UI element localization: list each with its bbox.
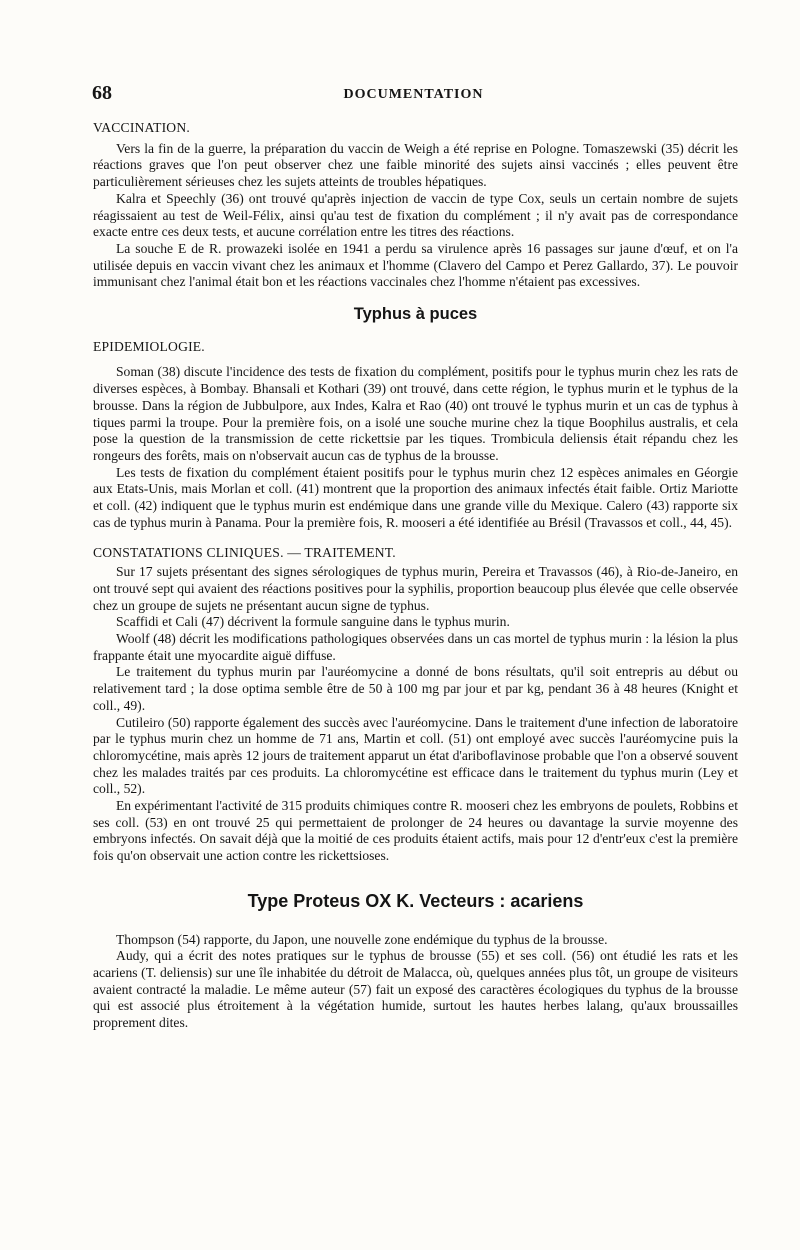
paragraph: Cutileiro (50) rapporte également des succès avec l'auréomycine. Dans le traitement d'une infection de laboratoire par le typhus murin chez un homme de 71 ans, Martin et coll. (51) ont employé avec succès l'auréomycine puis la chloromycétine, mais après 12 jours de traitement apparut un état d'ariboflavinose probable que l'on a observé souvent chez les malades traités par ces produits. La chloromycétine est efficace dans le traitement du typhus murin (Ley et coll., 52). — [93, 714, 738, 797]
paragraph: Sur 17 sujets présentant des signes sérologiques de typhus murin, Pereira et Travassos (46), à Rio-de-Janeiro, en ont trouvé sept qui avaient des réactions positives pour la syphilis, proportion beaucoup plus élevée que celle observée chez un groupe de sujets ne présentant aucun signe de typhus. — [93, 564, 738, 613]
subheading-constatations: CONSTATATIONS CLINIQUES. — TRAITEMENT. — [93, 545, 396, 561]
paragraph: La souche E de R. prowazeki isolée en 1941 a perdu sa virulence après 16 passages sur jaune d'œuf, et on l'a utilisée depuis en vaccin vivant chez les animaux et l'homme (Clavero del Campo et Perez Gallardo, 37). Le pouvoir immunisant chez l'animal était bon et les réactions vaccinales chez l'homme n'étaient pas excessives. — [93, 240, 738, 290]
subheading-vaccination: VACCINATION. — [93, 120, 190, 135]
paragraph: Le traitement du typhus murin par l'auréomycine a donné de bons résultats, qu'il soit entrepris au début ou relativement tard ; la dose optima semble être de 50 à 100 mg par jour et par kg, pendant 36 à 48 heures (Knight et coll., 49). — [93, 664, 738, 713]
subheading-epidemiologie: EPIDEMIOLOGIE. — [93, 338, 205, 354]
paragraph: En expérimentant l'activité de 315 produits chimiques contre R. mooseri chez les embryons de poulets, Robbins et ses coll. (53) en ont trouvé 25 qui permettaient de prolonger de 24 heures ou davantage la survie moyenne des embryons infectés. On savait déjà que la moitié de ces produits étaient actifs, mais pour 12 d'entr'eux c'est la première fois qu'on observait une action contre les rickettsioses. — [93, 798, 738, 864]
paragraph: Vers la fin de la guerre, la préparation du vaccin de Weigh a été reprise en Pologne. Tomaszewski (35) décrit les réactions graves que l'on peut observer chez une faible minorité des sujets ainsi vaccinés ; elles peuvent être particulièrement sérieuses chez les sujets atteints de troubles hépatiques. — [93, 140, 738, 190]
body-text — [93, 120, 738, 1032]
section-title-typhus-puces: Typhus à puces — [353, 305, 478, 324]
paragraph: Thompson (54) rapporte, du Japon, une nouvelle zone endémique du typhus de la brousse. — [116, 931, 608, 947]
paragraph: Les tests de fixation du complément étaient positifs pour le typhus murin chez 12 espèces animales en Géorgie aux Etats-Unis, mais Morlan et coll. (41) montrent que la proportion des animaux infectés était faible. Ortiz Mariotte et coll. (42) indiquent que le typhus murin est endémique dans une grande ville du Mexique. Calero (43) rapporte six cas de typhus murin à Panama. Pour la première fois, R. mooseri a été identifiée au Brésil (Travassos et coll., 44, 45). — [93, 464, 738, 530]
section-title-proteus: Type Proteus OX K. Vecteurs : acariens — [247, 890, 584, 911]
running-title: DOCUMENTATION — [343, 87, 484, 102]
page-number: 68 — [92, 82, 112, 104]
paragraph: Scaffidi et Cali (47) décrivent la formule sanguine dans le typhus murin. — [116, 614, 510, 630]
paragraph: Soman (38) discute l'incidence des tests de fixation du complément, positifs pour le typhus murin chez les rats de diverses espèces, à Bombay. Bhansali et Kothari (39) ont trouvé, dans cette région, le typhus murin et le typhus de la brousse. Dans la région de Jubbulpore, aux Indes, Kalra et Rao (40) ont trouvé le typhus murin et un cas de typhus à tiques parmi la troupe. Pour la première fois, on a isolé une souche murine chez la tique Boophilus australis, et cela pose la question de la transmission de cette rickettsie par les tiques. Trombicula deliensis était répandu chez les rongeurs des forêts, mais on n'observait aucun cas de typhus de la brousse. — [93, 364, 738, 463]
running-header — [92, 82, 735, 106]
paragraph: Woolf (48) décrit les modifications pathologiques observées dans un cas mortel de typhus murin : la lésion la plus frappante était une myocardite aiguë diffuse. — [93, 630, 738, 663]
paragraph: Kalra et Speechly (36) ont trouvé qu'après injection de vaccin de type Cox, seuls un certain nombre de sujets réagissaient au test de Weil-Félix, ainsi qu'au test de fixation du complément ; il n'y avait pas de correspondance exacte entre ces deux tests, et aucune corrélation entre les titres des réactions. — [93, 190, 738, 240]
paragraph: Audy, qui a écrit des notes pratiques sur le typhus de brousse (55) et ses coll. (56) ont étudié les rats et les acariens (T. deliensis) sur une île inhabitée du détroit de Malacca, où, quelques années plus tôt, un groupe de visiteurs avaient contracté la maladie. Le même auteur (57) fait un exposé des caractères écologiques du typhus de la brousse qui est associé plus étroitement à la végétation humide, surtout les hautes herbes lalang, qu'aux broussailles proprement dites. — [93, 948, 738, 1031]
